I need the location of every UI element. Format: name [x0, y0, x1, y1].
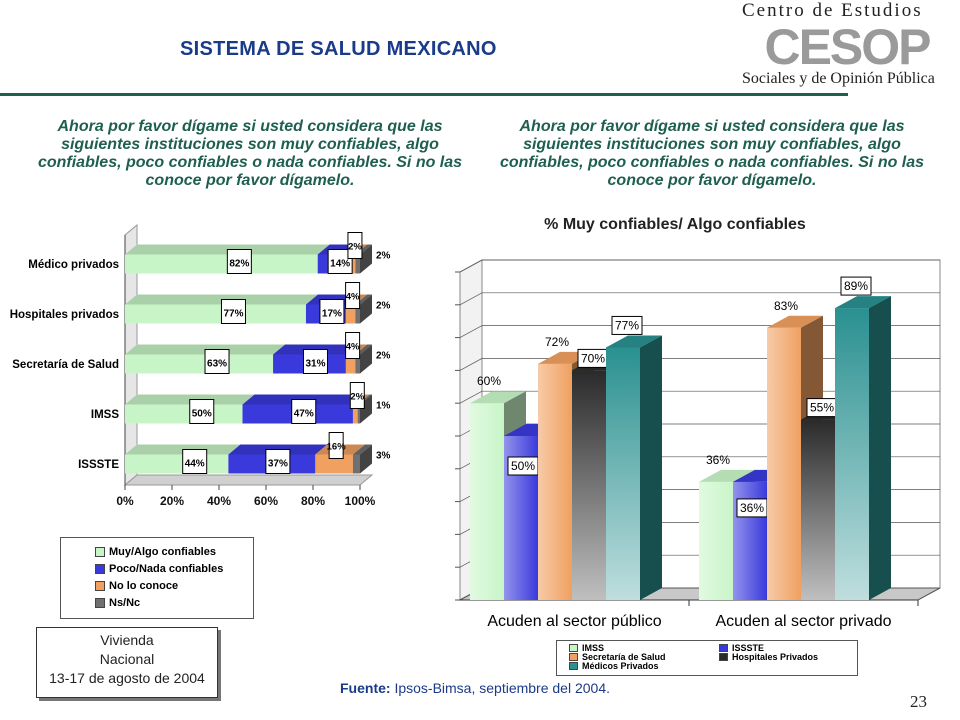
- legend-swatch: [95, 581, 105, 591]
- column-front: [835, 308, 869, 600]
- data-label: 63%: [207, 358, 228, 370]
- question-left: Ahora por favor dígame si usted considera que las siguientes instituciones son muy confiables, algo confiables, poco confiables o nada confiables. Si no las conoce por favor dígamelo.: [37, 118, 463, 189]
- data-label: 2%: [376, 350, 391, 362]
- category-label: Acuden al sector privado: [715, 613, 892, 630]
- survey-scope: Nacional: [99, 651, 155, 667]
- data-label: 89%: [843, 279, 869, 294]
- legend-swatch: [569, 662, 578, 670]
- category-label: Acuden al sector público: [487, 613, 662, 630]
- legend-label: ISSSTE: [732, 642, 765, 653]
- survey-dates: 13-17 de agosto de 2004: [49, 670, 205, 686]
- bar-segment: [353, 455, 360, 474]
- legend-label: No lo conoce: [109, 580, 179, 592]
- data-label: 60%: [476, 374, 502, 389]
- page-title: SISTEMA DE SALUD MEXICANO: [180, 38, 497, 60]
- source-note: [340, 680, 610, 696]
- column-front: [801, 420, 835, 600]
- legend-swatch: [569, 644, 578, 652]
- legend-entry: [569, 661, 719, 670]
- legend-entry: [95, 579, 253, 593]
- legend-label: IMSS: [582, 642, 605, 653]
- category-label: Hospitales privados: [9, 309, 119, 321]
- bar-segment: [125, 455, 228, 474]
- legend-entry: [719, 652, 869, 661]
- legend-label: Secretaría de Salud: [582, 651, 666, 662]
- legend-label: Muy/Algo confiables: [109, 546, 216, 558]
- stacked-bar-chart: [0, 215, 470, 520]
- data-label: 17%: [321, 308, 342, 320]
- left-floor: [125, 475, 372, 485]
- category-label: ISSSTE: [78, 459, 119, 471]
- legend-entry: [95, 545, 253, 559]
- column-front: [767, 328, 801, 600]
- data-label: 55%: [809, 400, 835, 415]
- category-label: Secretaría de Salud: [12, 359, 119, 371]
- bar-segment: [125, 255, 318, 274]
- legend-swatch: [95, 547, 105, 557]
- legend-swatch: [569, 653, 578, 661]
- data-label: 31%: [305, 358, 326, 370]
- page-number: 23: [910, 692, 927, 711]
- logo-mark-text: CESOP: [764, 22, 930, 68]
- data-label: 3%: [376, 450, 391, 462]
- legend-swatch: [719, 644, 728, 652]
- column-front: [699, 482, 733, 600]
- data-label: 82%: [229, 258, 250, 270]
- category-label: IMSS: [90, 409, 119, 421]
- legend-label: Poco/Nada confiables: [109, 563, 224, 575]
- legend-swatch: [719, 653, 728, 661]
- data-label: 47%: [293, 408, 314, 420]
- column-front: [572, 370, 606, 600]
- data-label: 2%: [376, 300, 391, 312]
- left-chart-legend: [60, 537, 254, 619]
- bar-segment: [125, 355, 273, 374]
- survey-info-box: [36, 627, 218, 698]
- column-front: [606, 347, 640, 600]
- column-front: [470, 403, 504, 600]
- x-tick-label: 0%: [116, 494, 134, 508]
- right-chart-legend: [556, 640, 858, 676]
- legend-label: Hospitales Privados: [732, 651, 819, 662]
- logo-bottom-text: Sociales y de Opinión Pública: [742, 70, 935, 87]
- grouped-bar-chart: [440, 240, 960, 635]
- legend-swatch: [95, 564, 105, 574]
- data-label: 2%: [350, 391, 365, 403]
- data-label: 2%: [376, 250, 391, 262]
- cesop-logo: [742, 22, 952, 68]
- data-label: 4%: [345, 341, 360, 353]
- column-side: [869, 296, 891, 600]
- legend-label: Ns/Nc: [109, 597, 141, 609]
- question-right: Ahora por favor dígame si usted considera que las siguientes instituciones son muy confiables, algo confiables, poco confiables o nada confiables. Si no las conoce por favor dígamelo.: [499, 118, 925, 189]
- data-label: 36%: [739, 500, 765, 515]
- x-tick-label: 60%: [253, 494, 279, 508]
- right-chart-title: % Muy confiables/ Algo confiables: [544, 216, 806, 233]
- x-tick-label: 20%: [159, 494, 185, 508]
- x-tick-label: 80%: [300, 494, 326, 508]
- data-label: 77%: [614, 318, 640, 333]
- data-label: 16%: [326, 441, 346, 453]
- data-label: 1%: [376, 400, 391, 412]
- x-tick-label: 40%: [206, 494, 232, 508]
- data-label: 36%: [705, 452, 731, 467]
- x-tick-label: 100%: [344, 494, 376, 508]
- data-label: 44%: [184, 458, 205, 470]
- column-front: [538, 364, 572, 600]
- data-label: 14%: [330, 258, 351, 270]
- legend-entry: [95, 596, 253, 610]
- source-label: Fuente:: [340, 680, 391, 696]
- logo-top-text: Centro de Estudios: [742, 0, 923, 21]
- source-text: Ipsos-Bimsa, septiembre del 2004.: [390, 680, 611, 696]
- bar-segment: [125, 405, 243, 424]
- data-label: 77%: [223, 308, 244, 320]
- legend-entry: [95, 562, 253, 576]
- data-label: 72%: [544, 334, 570, 349]
- legend-label: Médicos Privados: [582, 660, 659, 671]
- category-label: Médico privados: [28, 259, 119, 271]
- legend-swatch: [95, 598, 105, 608]
- data-label: 70%: [580, 351, 606, 366]
- data-label: 50%: [510, 459, 536, 473]
- column-side: [640, 335, 662, 600]
- survey-type: Vivienda: [100, 632, 154, 648]
- data-label: 37%: [267, 458, 288, 470]
- data-label: 4%: [345, 291, 360, 303]
- header-divider: [0, 93, 848, 96]
- data-label: 50%: [191, 408, 212, 420]
- bar-segment: [125, 305, 306, 324]
- data-label: 2%: [348, 241, 362, 253]
- data-label: 83%: [773, 298, 799, 313]
